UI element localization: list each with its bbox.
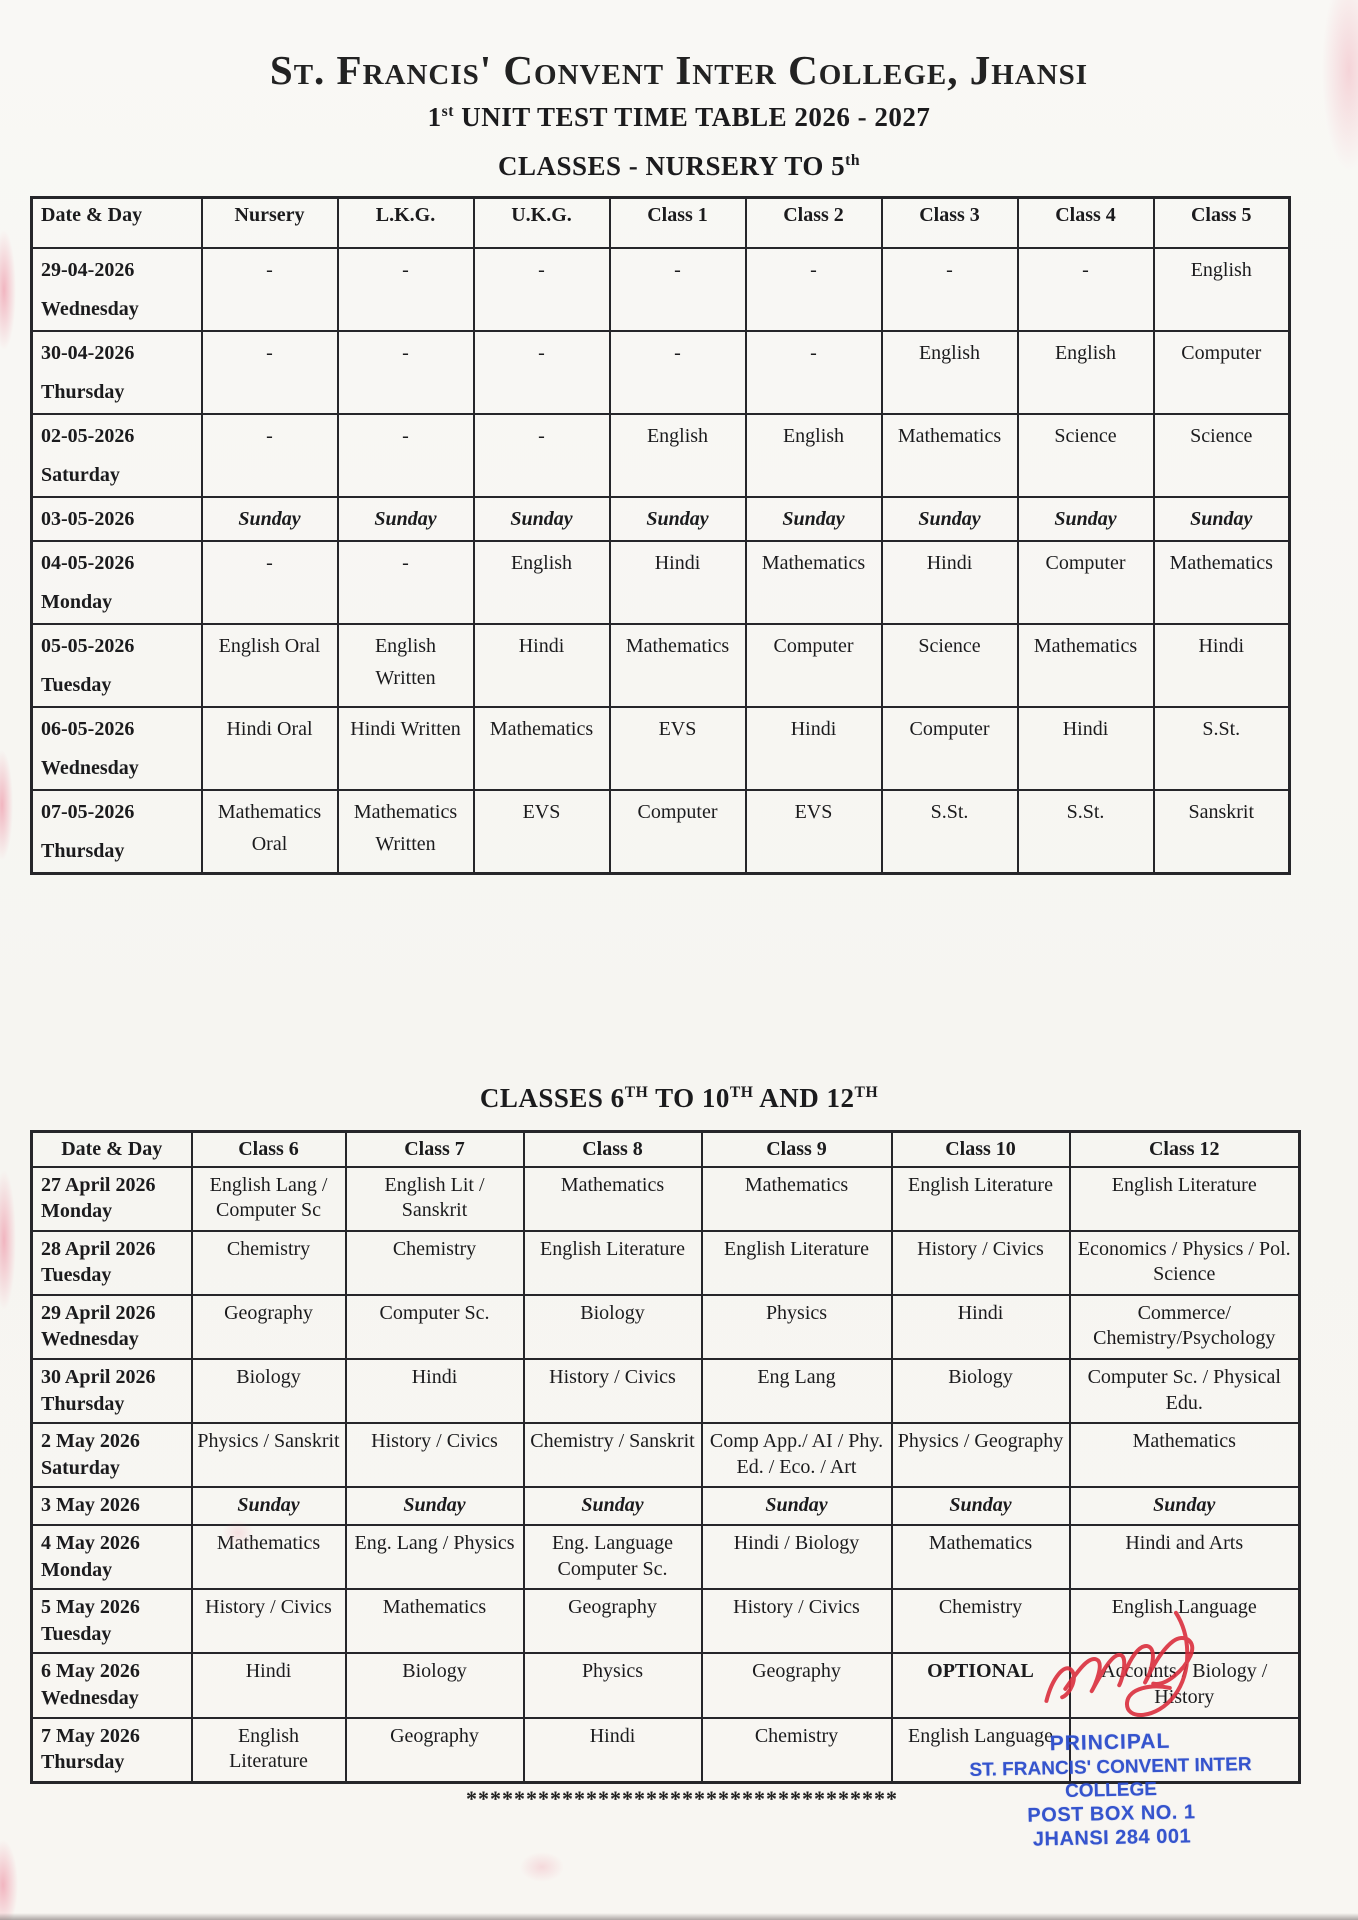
date-cell [32,541,202,624]
subject-cell: History / Civics [346,1423,524,1487]
subject-cell: - [202,331,338,414]
table-row [32,248,1290,331]
column-header: Class 2 [746,198,882,248]
subject-cell: Hindi [474,624,610,707]
subject-cell: English Literature [702,1231,892,1295]
subject-cell: - [338,248,474,331]
subject-cell: Hindi [882,541,1018,624]
subject-cell: - [202,541,338,624]
subject-cell: Sunday [338,497,474,541]
subject-cell: English Language [892,1718,1070,1783]
day-text: Wednesday [41,756,139,779]
subject-cell: English Literature [1070,1167,1300,1231]
date-cell [32,414,202,497]
subject-cell: Computer [882,707,1018,790]
subject-cell: Physics / Sanskrit [192,1423,346,1487]
subject-cell: English Written [338,624,474,707]
table-row [32,707,1290,790]
column-header: Class 9 [702,1131,892,1167]
subject-cell: English [746,414,882,497]
date-text: 05-05-2026 [41,634,135,657]
subject-cell: Chemistry [192,1231,346,1295]
date-cell [32,331,202,414]
subject-cell: Sunday [202,497,338,541]
date-text: 07-05-2026 [41,800,135,823]
subject-cell: Geography [702,1653,892,1717]
subject-cell: - [202,248,338,331]
subject-cell: Mathematics [746,541,882,624]
table-row [32,624,1290,707]
subject-cell: Sunday [702,1487,892,1525]
subject-cell: Mathematics [1018,624,1154,707]
subject-cell: - [474,331,610,414]
day-text: Tuesday [41,673,112,696]
subject-cell: - [1018,248,1154,331]
subject-cell: Sunday [474,497,610,541]
principal-signature [1024,1598,1236,1748]
date-text: 03-05-2026 [41,507,135,530]
subject-cell: S.St. [882,790,1018,874]
day-text: Thursday [41,1751,125,1774]
subject-cell: English [474,541,610,624]
subject-cell: Sunday [746,497,882,541]
subject-cell: Hindi [1154,624,1290,707]
section-1-title: CLASSES - NURSERY TO 5th [497,151,861,181]
subject-cell: English Literature [524,1231,702,1295]
day-text: Monday [41,590,113,613]
date-text: 3 May 2026 [41,1494,140,1517]
subject-cell: Science [882,624,1018,707]
subject-cell: Hindi / Biology [702,1525,892,1589]
subject-cell: Hindi [746,707,882,790]
subject-cell: Sunday [892,1487,1070,1525]
subject-cell: Computer [610,790,746,874]
subject-cell: OPTIONAL [892,1653,1070,1717]
date-cell [32,1653,192,1717]
subject-cell: Hindi [1018,707,1154,790]
subject-cell: Hindi [192,1653,346,1717]
subject-cell: Mathematics [346,1589,524,1653]
page-title: St. Francis' Convent Inter College, Jhansi [269,47,1089,93]
subject-cell: English Language [1070,1589,1300,1653]
subject-cell: Mathematics [610,624,746,707]
date-cell [32,497,202,541]
subject-cell: Mathematics [1154,541,1290,624]
subject-cell: English [610,414,746,497]
day-text: Tuesday [41,1264,112,1287]
subject-cell: Accounts / Biology / History [1070,1653,1300,1717]
date-cell [32,1167,192,1231]
date-text: 28 April 2026 [41,1237,156,1260]
subject-cell: English [1154,248,1290,331]
principal-stamp [924,1726,1298,1854]
subject-cell: Sunday [882,497,1018,541]
header-row [32,198,1290,248]
scan-artifact [0,1840,18,1920]
subject-cell: Mathematics [882,414,1018,497]
subject-cell: EVS [474,790,610,874]
subject-cell: Mathematics [892,1525,1070,1589]
subject-cell: Chemistry [892,1589,1070,1653]
subject-cell: - [746,248,882,331]
column-header: Class 8 [524,1131,702,1167]
date-cell [32,1423,192,1487]
table-row [32,1295,1300,1359]
subject-cell: Hindi [524,1718,702,1783]
date-cell [32,1718,192,1783]
subject-cell: Mathematics Oral [202,790,338,874]
subject-cell: Computer Sc. [346,1295,524,1359]
subject-cell: Physics [702,1295,892,1359]
scan-edge [0,1913,1358,1920]
table-row [32,497,1290,541]
table-row [32,1359,1300,1423]
page-subtitle: 1st UNIT TEST TIME TABLE 2026 - 2027 [427,102,931,132]
subject-cell: Sunday [192,1487,346,1525]
date-text: 30 April 2026 [41,1366,156,1389]
subject-cell: Sanskrit [1154,790,1290,874]
subject-cell: History / Civics [524,1359,702,1423]
table-row [32,1525,1300,1589]
column-header: Date & Day [32,1131,192,1167]
stamp-line: ST. FRANCIS' CONVENT INTER COLLEGE [969,1753,1252,1802]
column-header: Date & Day [32,198,202,248]
day-text: Monday [41,1558,113,1581]
date-text: 5 May 2026 [41,1596,140,1619]
subject-cell: Biology [192,1359,346,1423]
table-row [32,1167,1300,1231]
subject-cell: - [338,331,474,414]
stamp-line: JHANSI 284 001 [1032,1825,1192,1851]
column-header: Class 1 [610,198,746,248]
subject-cell: Sunday [346,1487,524,1525]
subject-cell: Hindi Oral [202,707,338,790]
table-row [32,1487,1300,1525]
subject-cell: English Literature [892,1167,1070,1231]
stamp-line: POST BOX NO. 1 [1027,1801,1196,1827]
date-cell [32,1231,192,1295]
subject-cell: Sunday [610,497,746,541]
subject-cell: Hindi [610,541,746,624]
column-header: L.K.G. [338,198,474,248]
subject-cell: English Lit / Sanskrit [346,1167,524,1231]
column-header: Nursery [202,198,338,248]
column-header: Class 3 [882,198,1018,248]
table-row [32,331,1290,414]
section-2-title: CLASSES 6TH TO 10TH AND 12TH [479,1082,879,1113]
date-text: 27 April 2026 [41,1173,156,1196]
subject-cell: - [474,248,610,331]
subject-cell: Computer [1154,331,1290,414]
date-text: 30-04-2026 [41,341,135,364]
subject-cell: Geography [192,1295,346,1359]
day-text: Thursday [41,839,125,862]
subject-cell: Mathematics [474,707,610,790]
table-row [32,790,1290,874]
header-row [32,1131,1300,1167]
date-cell [32,1359,192,1423]
subject-cell: Physics [524,1653,702,1717]
date-cell [32,1589,192,1653]
date-text: 29-04-2026 [41,258,135,281]
subject-cell: S.St. [1018,790,1154,874]
day-text: Monday [41,1200,113,1223]
subject-cell: Mathematics [1070,1423,1300,1487]
subject-cell: Hindi [892,1295,1070,1359]
day-text: Saturday [41,1456,120,1479]
scan-artifact [520,1852,564,1882]
subject-cell: Hindi and Arts [1070,1525,1300,1589]
table-row [32,541,1290,624]
subject-cell: Science [1154,414,1290,497]
subject-cell: Sunday [524,1487,702,1525]
date-text: 04-05-2026 [41,551,135,574]
table-row [32,414,1290,497]
subject-cell: Mathematics [702,1167,892,1231]
subject-cell: English Literature [192,1718,346,1783]
subject-cell: - [882,248,1018,331]
subject-cell: History / Civics [892,1231,1070,1295]
subject-cell: History / Civics [192,1589,346,1653]
date-text: 4 May 2026 [41,1532,140,1555]
subject-cell: - [746,331,882,414]
subject-cell: Biology [524,1295,702,1359]
subject-cell: Hindi Written [338,707,474,790]
subject-cell: Economics / Physics / Pol. Science [1070,1231,1300,1295]
subject-cell: - [202,414,338,497]
subject-cell: Geography [524,1589,702,1653]
column-header: Class 5 [1154,198,1290,248]
subject-cell: Eng. Lang / Physics [346,1525,524,1589]
subject-cell: Geography [346,1718,524,1783]
date-cell [32,707,202,790]
column-header: U.K.G. [474,198,610,248]
subject-cell: - [338,541,474,624]
subject-cell: English Oral [202,624,338,707]
subject-cell: Mathematics [524,1167,702,1231]
day-text: Wednesday [41,297,139,320]
subject-cell: Science [1018,414,1154,497]
date-cell [32,790,202,874]
nursery-to-5-table [30,196,1291,875]
subject-cell: English [882,331,1018,414]
date-text: 7 May 2026 [41,1724,140,1747]
subject-cell: English [1018,331,1154,414]
subject-cell: Eng. Language Computer Sc. [524,1525,702,1589]
subject-cell: EVS [610,707,746,790]
subject-cell: Mathematics [192,1525,346,1589]
column-header: Class 6 [192,1131,346,1167]
subject-cell: English Lang / Computer Sc [192,1167,346,1231]
subject-cell: Mathematics Written [338,790,474,874]
table-row [32,1231,1300,1295]
date-text: 29 April 2026 [41,1301,156,1324]
date-cell [32,624,202,707]
subject-cell: Sunday [1070,1487,1300,1525]
subject-cell: Biology [892,1359,1070,1423]
date-text: 06-05-2026 [41,717,135,740]
subject-cell: Chemistry [702,1718,892,1783]
subject-cell: - [610,248,746,331]
subject-cell: - [474,414,610,497]
subject-cell: Biology [346,1653,524,1717]
column-header: Class 12 [1070,1131,1300,1167]
day-text: Wednesday [41,1328,139,1351]
date-cell [32,248,202,331]
day-text: Thursday [41,380,125,403]
table-row [32,1423,1300,1487]
column-header: Class 10 [892,1131,1070,1167]
date-cell [32,1295,192,1359]
column-header: Class 7 [346,1131,524,1167]
subject-cell: EVS [746,790,882,874]
stamp-line: PRINCIPAL [1049,1729,1171,1756]
date-text: 02-05-2026 [41,424,135,447]
subject-cell: Commerce/ Chemistry/Psychology [1070,1295,1300,1359]
date-cell [32,1487,192,1525]
subject-cell: Computer Sc. / Physical Edu. [1070,1359,1300,1423]
subject-cell: Comp App./ AI / Phy. Ed. / Eco. / Art [702,1423,892,1487]
day-text: Tuesday [41,1622,112,1645]
date-cell [32,1525,192,1589]
column-header: Class 4 [1018,198,1154,248]
subject-cell: Hindi [346,1359,524,1423]
subject-cell: Computer [746,624,882,707]
date-text: 6 May 2026 [41,1660,140,1683]
subject-cell: - [338,414,474,497]
subject-cell: Physics / Geography [892,1423,1070,1487]
day-text: Wednesday [41,1687,139,1709]
day-text: Thursday [41,1392,125,1415]
date-text: 2 May 2026 [41,1430,140,1453]
subject-cell: Chemistry / Sanskrit [524,1423,702,1487]
subject-cell: Sunday [1154,497,1290,541]
day-text: Saturday [41,463,120,486]
asterisk-divider: ************************************ [466,1786,898,1811]
subject-cell: Sunday [1018,497,1154,541]
subject-cell: Computer [1018,541,1154,624]
subject-cell: Eng Lang [702,1359,892,1423]
subject-cell: S.St. [1154,707,1290,790]
subject-cell: - [610,331,746,414]
subject-cell: History / Civics [702,1589,892,1653]
subject-cell: Chemistry [346,1231,524,1295]
